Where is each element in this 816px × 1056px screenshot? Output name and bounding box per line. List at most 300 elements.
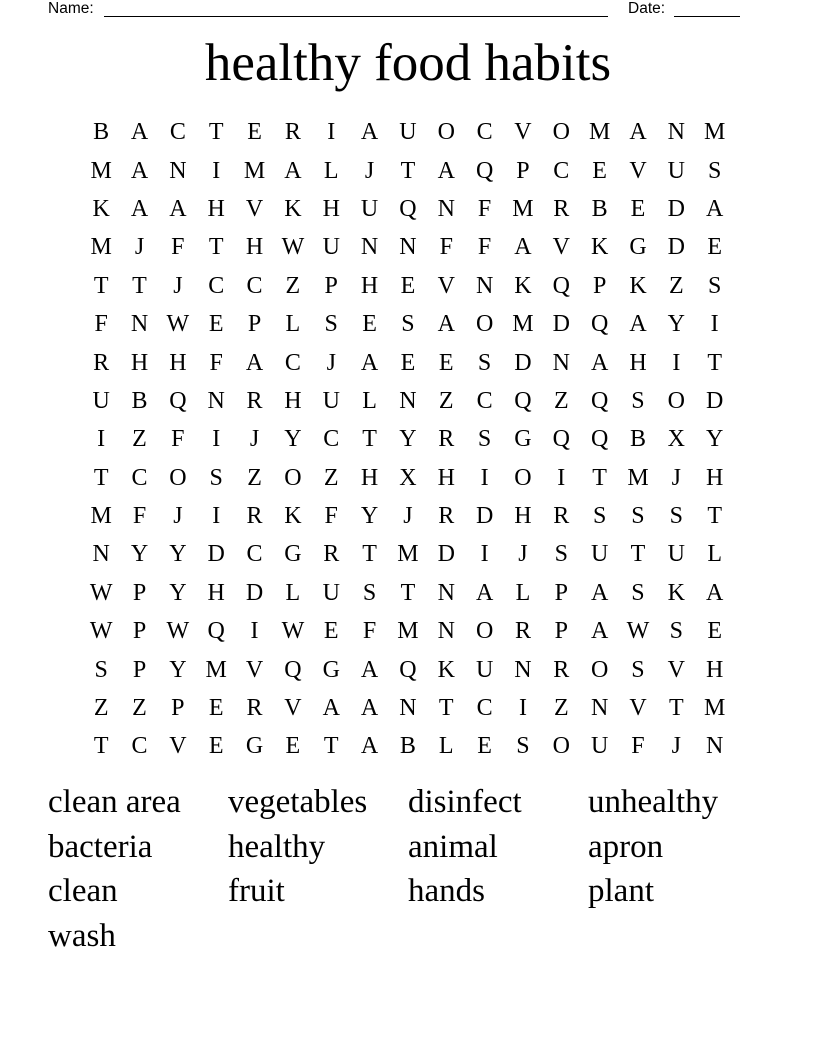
grid-letter: T: [400, 579, 416, 606]
grid-letter: D: [475, 503, 494, 530]
grid-letter: O: [475, 311, 494, 338]
grid-letter: N: [514, 656, 532, 683]
grid-letter: N: [437, 618, 455, 645]
grid-letter: R: [553, 195, 570, 222]
grid-letter: C: [131, 464, 148, 491]
grid-letter: B: [399, 733, 416, 760]
grid-letter: P: [132, 656, 147, 683]
grid-letter: E: [630, 195, 646, 222]
grid-letter: H: [706, 656, 724, 683]
grid-letter: A: [360, 656, 379, 683]
grid-letter: U: [590, 541, 609, 568]
grid-letter: T: [208, 234, 224, 261]
grid-letter: S: [477, 349, 492, 376]
grid-letter: K: [514, 272, 532, 299]
grid-letter: V: [552, 234, 570, 261]
grid-letter: F: [94, 311, 108, 338]
grid-letter: R: [553, 503, 570, 530]
grid-row: [82, 382, 734, 420]
grid-letter: F: [439, 234, 453, 261]
grid-letter: K: [667, 579, 685, 606]
grid-letter: R: [438, 503, 455, 530]
grid-letter: P: [592, 272, 607, 299]
grid-letter: H: [360, 272, 379, 299]
grid-letter: C: [476, 695, 493, 722]
grid-letter: W: [626, 618, 650, 645]
grid-letter: Z: [93, 695, 109, 722]
grid-letter: I: [97, 426, 106, 453]
grid-letter: P: [516, 157, 530, 184]
grid-letter: A: [360, 695, 379, 722]
grid-letter: A: [437, 157, 455, 184]
grid-letter: M: [90, 503, 112, 530]
grid-letter: S: [362, 579, 377, 606]
grid-row: [82, 190, 734, 228]
grid-letter: H: [437, 464, 455, 491]
grid-letter: Y: [399, 426, 417, 453]
grid-letter: K: [437, 656, 455, 683]
grid-letter: Y: [169, 579, 187, 606]
grid-row: [82, 574, 734, 612]
grid-letter: H: [706, 464, 724, 491]
grid-letter: O: [514, 464, 532, 491]
grid-letter: O: [667, 387, 685, 414]
grid-letter: Q: [399, 195, 417, 222]
word-bank-item: clean: [48, 873, 118, 910]
grid-letter: E: [592, 157, 607, 184]
grid-letter: J: [326, 349, 336, 376]
grid-letter: H: [514, 503, 532, 530]
grid-letter: J: [518, 541, 528, 568]
grid-letter: G: [245, 733, 264, 760]
grid-letter: Q: [399, 656, 417, 683]
name-label: Name:: [48, 0, 94, 17]
grid-letter: E: [707, 618, 722, 645]
grid-letter: M: [627, 464, 649, 491]
grid-letter: K: [92, 195, 110, 222]
grid-letter: L: [438, 733, 454, 760]
grid-letter: O: [284, 464, 302, 491]
grid-row: [82, 420, 734, 458]
grid-letter: E: [438, 349, 454, 376]
grid-letter: A: [322, 695, 340, 722]
grid-letter: Y: [169, 541, 187, 568]
grid-letter: S: [631, 503, 645, 530]
grid-letter: G: [629, 234, 647, 261]
grid-letter: M: [205, 656, 227, 683]
grid-letter: P: [554, 618, 568, 645]
grid-letter: F: [171, 234, 185, 261]
grid-letter: J: [671, 733, 681, 760]
grid-letter: I: [212, 503, 221, 530]
word-search-grid: [82, 113, 734, 766]
grid-letter: D: [207, 541, 225, 568]
grid-letter: Z: [247, 464, 262, 491]
grid-letter: O: [437, 119, 455, 146]
grid-letter: E: [247, 119, 262, 146]
grid-letter: R: [323, 541, 340, 568]
grid-letter: Z: [285, 272, 301, 299]
grid-letter: Y: [667, 311, 685, 338]
grid-letter: T: [323, 733, 339, 760]
grid-letter: O: [475, 618, 494, 645]
grid-letter: J: [173, 272, 183, 299]
grid-letter: V: [437, 272, 455, 299]
date-label: Date:: [628, 0, 666, 17]
grid-letter: T: [592, 464, 607, 491]
grid-letter: J: [364, 157, 375, 184]
grid-letter: I: [710, 311, 719, 338]
grid-letter: V: [284, 695, 302, 722]
grid-letter: M: [243, 157, 266, 184]
grid-letter: Y: [284, 426, 302, 453]
grid-letter: F: [362, 618, 377, 645]
grid-letter: W: [89, 579, 113, 606]
grid-letter: P: [554, 579, 568, 606]
grid-letter: V: [629, 695, 647, 722]
grid-letter: M: [704, 695, 726, 722]
grid-letter: N: [360, 234, 379, 261]
grid-letter: V: [245, 195, 264, 222]
word-bank-item: hands: [408, 873, 485, 910]
grid-letter: T: [93, 272, 109, 299]
grid-letter: A: [629, 311, 647, 338]
grid-letter: T: [668, 695, 684, 722]
grid-letter: A: [514, 234, 532, 261]
grid-letter: U: [322, 579, 340, 606]
word-bank-item: disinfect: [408, 784, 522, 820]
grid-letter: C: [169, 119, 186, 146]
grid-letter: A: [284, 157, 302, 184]
grid-letter: M: [512, 195, 534, 222]
grid-letter: H: [169, 349, 187, 376]
grid-letter: A: [245, 349, 264, 376]
grid-letter: I: [212, 426, 221, 453]
grid-letter: X: [399, 464, 417, 491]
grid-letter: N: [92, 541, 110, 568]
grid-letter: A: [360, 349, 379, 376]
grid-letter: T: [208, 119, 224, 146]
grid-letter: I: [672, 349, 681, 376]
grid-letter: E: [400, 349, 416, 376]
grid-letter: I: [480, 541, 489, 568]
grid-letter: M: [90, 234, 112, 261]
grid-letter: Q: [552, 272, 570, 299]
grid-letter: A: [475, 579, 494, 606]
grid-letter: I: [557, 464, 566, 491]
grid-letter: A: [130, 195, 149, 222]
grid-letter: V: [169, 733, 187, 760]
grid-letter: U: [667, 541, 685, 568]
grid-letter: Q: [475, 157, 494, 184]
grid-letter: N: [399, 695, 417, 722]
grid-letter: B: [93, 119, 110, 146]
grid-row: [82, 497, 734, 535]
grid-letter: Y: [706, 426, 724, 453]
grid-letter: Z: [668, 272, 684, 299]
grid-letter: L: [362, 387, 377, 414]
grid-letter: M: [90, 157, 112, 184]
grid-letter: Q: [169, 387, 187, 414]
word-bank-item: plant: [588, 873, 654, 910]
grid-letter: C: [553, 157, 570, 184]
grid-letter: N: [399, 387, 417, 414]
grid-letter: K: [284, 503, 302, 530]
grid-letter: D: [514, 349, 532, 376]
grid-letter: R: [514, 618, 531, 645]
grid-letter: K: [590, 234, 609, 261]
grid-letter: C: [246, 272, 263, 299]
grid-letter: P: [247, 311, 262, 338]
grid-letter: Z: [553, 387, 569, 414]
grid-letter: W: [281, 618, 305, 645]
word-bank-item: fruit: [228, 873, 285, 910]
grid-letter: E: [285, 733, 301, 760]
grid-letter: Q: [590, 311, 609, 338]
worksheet-header: [48, 0, 740, 20]
grid-letter: N: [399, 234, 417, 261]
grid-letter: H: [360, 464, 379, 491]
grid-letter: R: [246, 503, 263, 530]
grid-letter: F: [477, 195, 492, 222]
grid-letter: W: [281, 234, 305, 261]
grid-letter: T: [707, 349, 722, 376]
grid-letter: E: [400, 272, 416, 299]
grid-letter: C: [208, 272, 225, 299]
grid-letter: I: [212, 157, 221, 184]
grid-letter: U: [322, 234, 340, 261]
grid-letter: N: [475, 272, 494, 299]
grid-letter: L: [515, 579, 531, 606]
grid-letter: M: [512, 311, 534, 338]
grid-letter: H: [245, 234, 264, 261]
grid-letter: A: [169, 195, 187, 222]
grid-letter: E: [208, 311, 224, 338]
grid-letter: S: [631, 656, 645, 683]
grid-letter: G: [322, 656, 340, 683]
grid-letter: P: [132, 579, 147, 606]
grid-letter: N: [130, 311, 149, 338]
grid-row: [82, 727, 734, 765]
grid-letter: K: [629, 272, 647, 299]
grid-letter: D: [667, 195, 685, 222]
grid-letter: S: [631, 387, 645, 414]
grid-letter: T: [707, 503, 722, 530]
grid-letter: P: [171, 695, 185, 722]
grid-letter: P: [132, 618, 147, 645]
grid-letter: U: [667, 157, 685, 184]
grid-letter: S: [707, 272, 722, 299]
grid-letter: H: [207, 195, 225, 222]
grid-letter: O: [590, 656, 609, 683]
grid-letter: V: [667, 656, 685, 683]
grid-row: [82, 343, 734, 381]
grid-letter: C: [284, 349, 301, 376]
grid-letter: I: [327, 119, 336, 146]
grid-letter: W: [166, 618, 190, 645]
grid-letter: Z: [438, 387, 454, 414]
grid-letter: A: [590, 349, 609, 376]
grid-letter: U: [475, 656, 494, 683]
word-bank-item: healthy: [228, 828, 326, 865]
grid-letter: U: [590, 733, 609, 760]
grid-letter: N: [169, 157, 187, 184]
grid-letter: N: [667, 119, 685, 146]
grid-letter: Y: [169, 656, 187, 683]
grid-letter: L: [285, 311, 301, 338]
grid-letter: M: [704, 119, 726, 146]
grid-letter: H: [207, 579, 225, 606]
grid-letter: C: [131, 733, 148, 760]
grid-row: [82, 650, 734, 688]
grid-letter: Z: [132, 426, 147, 453]
grid-row: [82, 228, 734, 266]
grid-letter: B: [591, 195, 608, 222]
grid-letter: D: [437, 541, 455, 568]
name-blank-line: [104, 16, 608, 17]
word-bank-item: clean area: [48, 784, 181, 820]
grid-letter: Z: [132, 695, 147, 722]
grid-letter: F: [132, 503, 147, 530]
grid-letter: N: [207, 387, 225, 414]
grid-letter: A: [629, 119, 647, 146]
grid-letter: A: [590, 618, 609, 645]
grid-letter: X: [667, 426, 685, 453]
grid-letter: A: [360, 733, 379, 760]
grid-letter: N: [590, 695, 609, 722]
word-bank-item: animal: [408, 828, 498, 865]
grid-letter: E: [707, 234, 722, 261]
grid-letter: S: [401, 311, 415, 338]
grid-letter: H: [629, 349, 647, 376]
grid-letter: R: [246, 695, 263, 722]
grid-letter: S: [669, 503, 683, 530]
grid-row: [82, 267, 734, 305]
grid-letter: U: [322, 387, 340, 414]
date-blank-line: [674, 16, 740, 17]
grid-letter: S: [592, 503, 607, 530]
grid-letter: L: [323, 157, 339, 184]
grid-letter: F: [477, 234, 492, 261]
grid-letter: D: [245, 579, 264, 606]
grid-letter: O: [552, 733, 570, 760]
grid-letter: V: [514, 119, 532, 146]
grid-letter: T: [132, 272, 147, 299]
grid-letter: C: [323, 426, 340, 453]
grid-letter: P: [324, 272, 338, 299]
grid-letter: H: [322, 195, 340, 222]
grid-letter: T: [93, 733, 109, 760]
grid-letter: Q: [284, 656, 302, 683]
grid-letter: C: [476, 387, 493, 414]
grid-letter: S: [324, 311, 338, 338]
word-bank-item: wash: [48, 918, 116, 955]
grid-letter: F: [631, 733, 645, 760]
word-bank-item: apron: [588, 828, 664, 865]
grid-letter: U: [360, 195, 379, 222]
grid-letter: O: [552, 119, 570, 146]
grid-letter: Q: [514, 387, 532, 414]
grid-letter: L: [285, 579, 301, 606]
grid-letter: E: [362, 311, 377, 338]
grid-letter: Y: [360, 503, 379, 530]
grid-letter: G: [514, 426, 532, 453]
grid-letter: D: [706, 387, 724, 414]
grid-letter: J: [249, 426, 260, 453]
grid-letter: A: [706, 195, 724, 222]
grid-row: [82, 535, 734, 573]
grid-letter: I: [518, 695, 527, 722]
grid-letter: Z: [323, 464, 339, 491]
grid-letter: R: [246, 387, 263, 414]
grid-letter: A: [706, 579, 724, 606]
grid-letter: B: [131, 387, 148, 414]
grid-letter: T: [630, 541, 646, 568]
grid-letter: Q: [207, 618, 225, 645]
grid-letter: W: [89, 618, 113, 645]
grid-letter: R: [553, 656, 570, 683]
grid-letter: R: [284, 119, 301, 146]
grid-letter: M: [588, 119, 611, 146]
grid-letter: O: [169, 464, 187, 491]
word-bank-item: bacteria: [48, 828, 153, 865]
grid-letter: F: [209, 349, 223, 376]
grid-letter: S: [707, 157, 722, 184]
grid-letter: B: [629, 426, 646, 453]
grid-row: [82, 612, 734, 650]
word-bank: [48, 780, 768, 959]
grid-letter: E: [477, 733, 492, 760]
grid-letter: F: [324, 503, 338, 530]
grid-letter: T: [400, 157, 416, 184]
page-title: healthy food habits: [204, 34, 612, 92]
grid-letter: E: [208, 695, 224, 722]
grid-letter: H: [130, 349, 149, 376]
grid-row: [82, 305, 734, 343]
grid-letter: T: [362, 426, 377, 453]
grid-letter: L: [707, 541, 722, 568]
grid-letter: Y: [130, 541, 149, 568]
grid-letter: J: [403, 503, 413, 530]
grid-letter: C: [476, 119, 493, 146]
grid-letter: F: [171, 426, 185, 453]
grid-letter: Q: [552, 426, 570, 453]
grid-letter: A: [437, 311, 455, 338]
grid-letter: N: [437, 195, 455, 222]
grid-letter: T: [93, 464, 109, 491]
grid-letter: J: [134, 234, 145, 261]
grid-letter: S: [209, 464, 223, 491]
grid-letter: N: [552, 349, 570, 376]
word-bank-item: vegetables: [228, 784, 368, 820]
grid-letter: H: [284, 387, 302, 414]
grid-letter: Z: [553, 695, 569, 722]
grid-letter: S: [94, 656, 108, 683]
grid-letter: R: [93, 349, 110, 376]
grid-letter: Q: [590, 426, 609, 453]
grid-letter: S: [669, 618, 683, 645]
grid-letter: J: [173, 503, 183, 530]
grid-letter: W: [166, 311, 190, 338]
grid-letter: T: [362, 541, 377, 568]
grid-letter: K: [284, 195, 302, 222]
grid-letter: V: [629, 157, 647, 184]
grid-letter: E: [323, 618, 339, 645]
grid-letter: D: [552, 311, 570, 338]
grid-letter: I: [480, 464, 489, 491]
grid-letter: N: [706, 733, 724, 760]
grid-letter: M: [397, 618, 419, 645]
